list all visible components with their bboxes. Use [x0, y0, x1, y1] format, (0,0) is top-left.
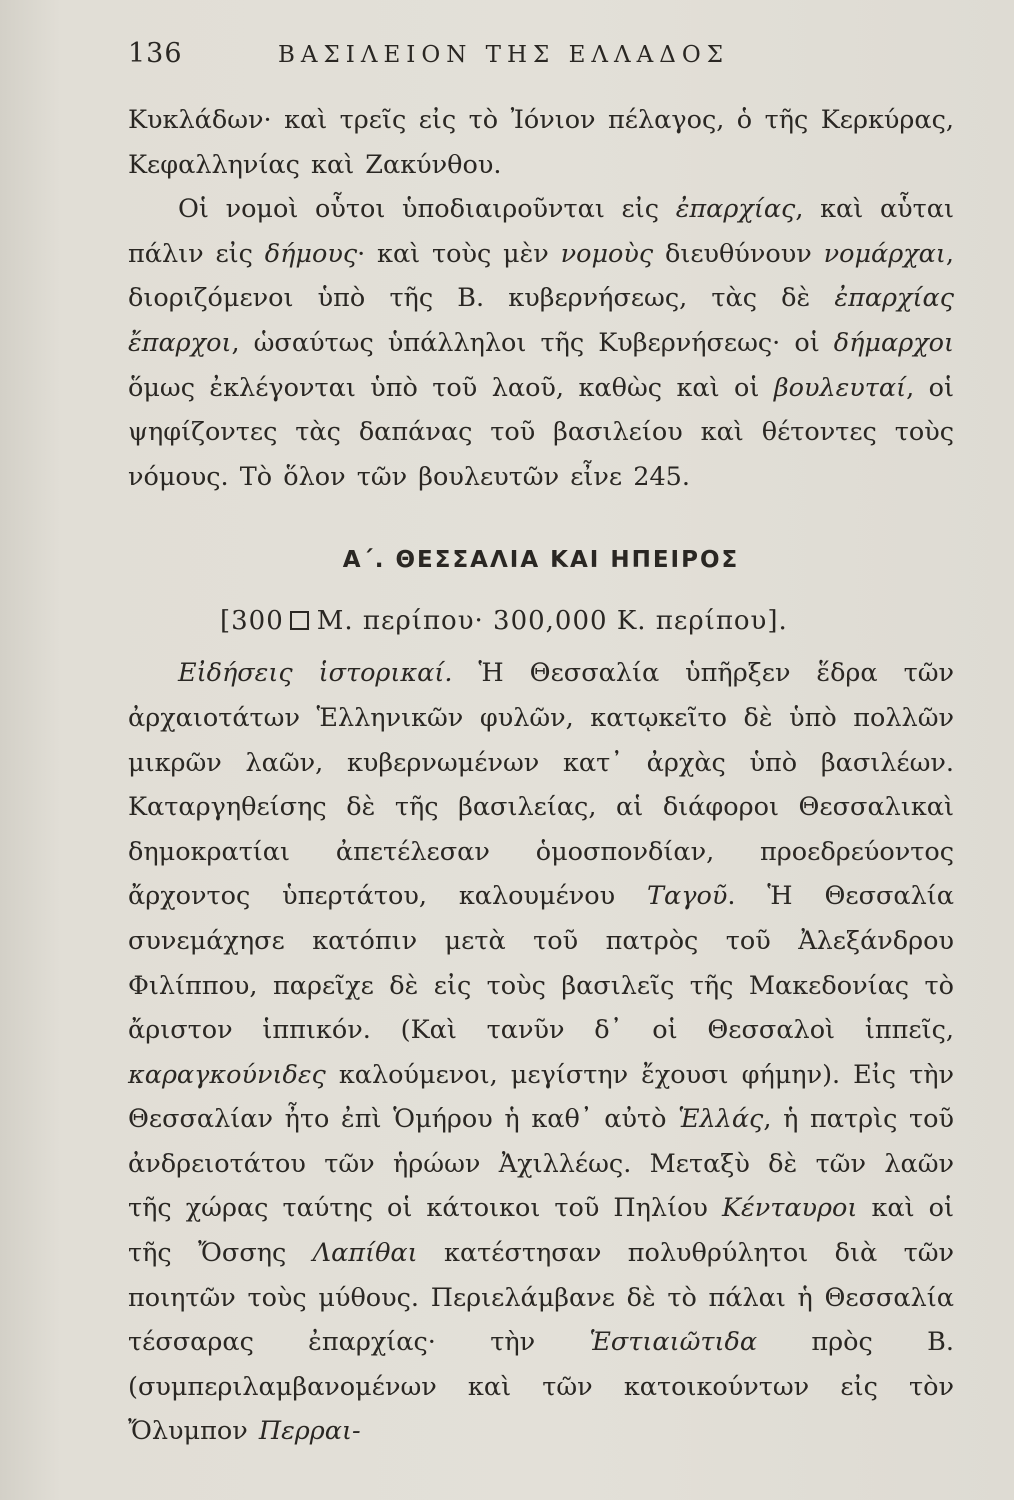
italic-term: Ταγοῦ — [647, 881, 728, 912]
italic-term: νομάρχαι — [823, 238, 946, 269]
text-run: . Ἡ Θεσσαλία συνεμάχησε κατόπιν μετὰ τοῦ πατρὸς τοῦ Ἀλεξάνδρου Φιλίππου, παρεῖχε δὲ εἰς τοὺς βασιλεῖς τῆς Μακεδονίας τὸ ἄριστον ἱππικόν. (Καὶ τανῦν δ᾽ οἱ Θεσσαλοὶ ἱππεῖς, — [128, 881, 954, 1046]
italic-term: δήμους — [264, 238, 358, 269]
text-run: καλούμενοι, μεγίστην ἔχουσι φήμην). Εἰς τὴν Θεσσαλίαν ἦτο ἐπὶ Ὁμήρου ἡ καθ᾽ αὐτὸ — [128, 1059, 954, 1135]
text-run: Ἡ Θεσσαλία ὑπῆρξεν ἕδρα τῶν ἀρχαιοτάτων Ἑλληνικῶν φυλῶν, κατῳκεῖτο δὲ ὑπὸ πολλῶν μικρῶν λαῶν, κυβερνωμένων κατ᾽ ἀρχὰς ὑπὸ βασιλέων. Καταργηθείσης δὲ τῆς βασιλείας, αἱ διάφοροι Θεσσαλικαὶ δημοκρατίαι ἀπετέλεσαν ὁμοσπονδίαν, προεδρεύοντος ἄρχοντος ὑπερτάτου, καλουμένου — [128, 658, 954, 912]
area-population-line — [128, 599, 954, 643]
text-run: · καὶ τοὺς μὲν — [357, 238, 561, 269]
text-run: διευθύνουν — [653, 238, 824, 269]
paragraph-cyclades-text: Κυκλάδων· καὶ τρεῖς εἰς τὸ Ἰόνιον πέλαγος, ὁ τῆς Κερκύρας, Κεφαλληνίας καὶ Ζακύνθου. — [128, 105, 954, 180]
square-unit-icon — [290, 611, 309, 630]
paragraph-history — [128, 651, 954, 1454]
text-run: ὅμως ἐκλέγονται ὑπὸ τοῦ λαοῦ, καθὼς καὶ οἱ — [128, 372, 774, 403]
running-title: ΒΑΣΙΛΕΙΟΝ ΤΗΣ ΕΛΛΑΔΟΣ — [278, 42, 729, 68]
paragraph-administration — [128, 187, 954, 499]
population-value: Μ. περίπου· 300,000 Κ. περίπου]. — [316, 606, 788, 637]
italic-term: Ἑστιαιῶτιδα — [589, 1327, 758, 1358]
italic-term: Εἰδήσεις ἱστορικαί. — [178, 658, 453, 689]
italic-term: καραγκούνιδες — [128, 1059, 326, 1090]
paragraph-cyclades — [128, 98, 954, 187]
italic-term: νομοὺς — [560, 238, 654, 269]
page-number: 136 — [128, 38, 183, 69]
italic-term: ἐπαρχίας — [675, 194, 796, 225]
area-value: [300 — [220, 606, 284, 637]
page-header — [128, 38, 954, 98]
section-heading: Α΄. ΘΕΣΣΑΛΙΑ ΚΑΙ ΗΠΕΙΡΟΣ — [342, 547, 740, 574]
text-run: καὶ οἱ τῆς Ὄσσης — [128, 1193, 955, 1269]
italic-term: βουλευταί — [773, 372, 907, 403]
text-run: πρὸς Β. (συμπεριλαμβανομένων καὶ τῶν κατοικούντων εἰς τὸν Ὄλυμπον — [128, 1327, 954, 1447]
text-run: κατέστησαν πολυθρύλητοι διὰ τῶν ποιητῶν τοὺς μύθους. Περιελάμβανε δὲ τὸ πάλαι ἡ Θεσσαλία τέσσαρας ἐπαρχίας· τὴν — [128, 1238, 954, 1358]
italic-term: Περραι- — [258, 1416, 361, 1447]
italic-term: δήμαρχοι — [833, 327, 954, 358]
italic-term: Λαπίθαι — [312, 1238, 418, 1269]
italic-term: Κένταυροι — [721, 1193, 858, 1224]
text-run: , διοριζόμενοι ὑπὸ τῆς Β. κυβερνήσεως, τὰς δὲ — [128, 238, 955, 314]
text-run: Οἱ νομοὶ οὗτοι ὑποδιαιροῦνται εἰς — [178, 194, 676, 225]
text-run: , οἱ ψηφίζοντες τὰς δαπάνας τοῦ βασιλείου καὶ θέτοντες τοὺς νόμους. Τὸ ὅλον τῶν βουλευτῶν εἶνε 245. — [128, 372, 955, 492]
italic-term: ἐπαρχίας ἔπαρχοι — [128, 283, 954, 358]
text-run: , ἡ πατρὶς τοῦ ἀνδρειοτάτου τῶν ἡρώων Ἀχιλλέως. Μεταξὺ δὲ τῶν λαῶν τῆς χώρας ταύτης οἱ κάτοικοι τοῦ Πηλίου — [128, 1104, 954, 1224]
text-run: , καὶ αὗται πάλιν εἰς — [128, 194, 954, 269]
italic-term: Ἑλλάς — [678, 1104, 764, 1135]
text-run: , ὡσαύτως ὑπάλληλοι τῆς Κυβερνήσεως· οἱ — [231, 327, 834, 358]
